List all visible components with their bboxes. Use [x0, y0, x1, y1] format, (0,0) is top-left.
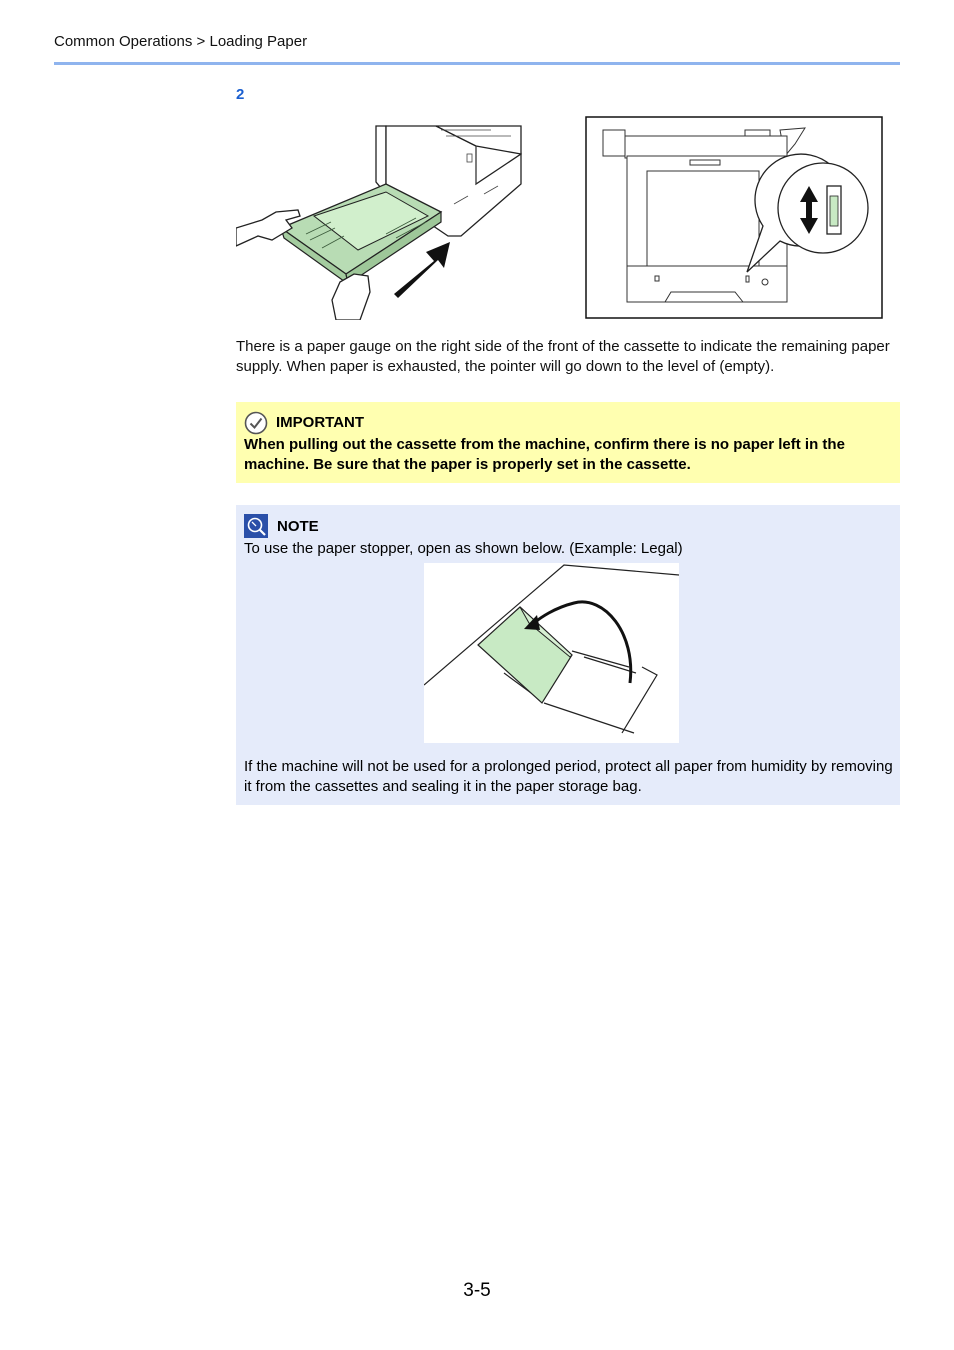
header-divider [54, 62, 900, 65]
paper-gauge-illustration [585, 116, 883, 319]
note-text-storage: If the machine will not be used for a prolonged period, protect all paper from humidity by removing it from the cassettes and sealing it in the paper storage bag. [244, 758, 893, 795]
cassette-insert-illustration [236, 124, 526, 320]
checkmark-circle-icon [244, 411, 268, 435]
paper-stopper-illustration [424, 563, 679, 743]
important-text: When pulling out the cassette from the machine, confirm there is no paper left in the machine. Be sure that the paper is properly set in the cassette. [244, 436, 845, 473]
step-number: 2 [236, 86, 245, 103]
page-number: 3-5 [463, 1280, 491, 1301]
note-callout [236, 505, 900, 805]
important-callout [236, 402, 900, 483]
paper-gauge-paragraph: There is a paper gauge on the right side of the front of the cassette to indicate the remaining paper supply. When paper is exhausted, the pointer will go down to the level of (empty). [236, 338, 890, 375]
breadcrumb: Common Operations > Loading Paper [54, 33, 308, 50]
note-text-stopper: To use the paper stopper, open as shown below. (Example: Legal) [244, 540, 683, 557]
note-pen-icon [244, 514, 268, 538]
note-title: NOTE [277, 518, 319, 535]
important-title: IMPORTANT [276, 414, 365, 431]
